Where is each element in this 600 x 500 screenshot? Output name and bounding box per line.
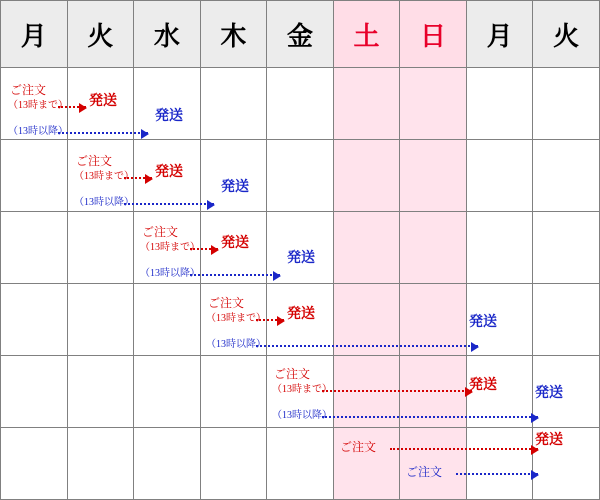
order-label-row6-sat: ご注文: [340, 440, 377, 454]
table-row: [1, 428, 600, 500]
order-label-row1: ご注文: [10, 83, 47, 97]
order-after13-row1: （13時以降）: [8, 126, 68, 137]
cell: [533, 284, 600, 356]
cell: [200, 140, 267, 212]
cell: [67, 284, 134, 356]
weekday-header-mon-2: 月: [466, 1, 533, 68]
cell: [466, 140, 533, 212]
cell: [533, 140, 600, 212]
ship-label-row2-before13: 発送: [155, 165, 183, 180]
weekday-header-mon-1: 月: [1, 1, 68, 68]
cell-saturday: [333, 212, 400, 284]
weekday-header-wed: 水: [134, 1, 201, 68]
cell-sunday: [400, 212, 467, 284]
order-label-row4: ご注文: [208, 296, 245, 310]
table-row: [1, 356, 600, 428]
weekday-header-tue-2: 火: [533, 1, 600, 68]
ship-label-row6-sat: 発送: [535, 433, 563, 448]
cell-sunday: [400, 140, 467, 212]
weekday-header-thu: 木: [200, 1, 267, 68]
order-before13-row4: （13時まで）: [206, 313, 266, 324]
ship-label-row3-before13: 発送: [221, 236, 249, 251]
cell: [533, 68, 600, 140]
cell: [267, 356, 334, 428]
ship-label-row5-before13: 発送: [469, 378, 497, 393]
cell: [267, 212, 334, 284]
order-after13-row4: （13時以降）: [206, 339, 266, 350]
cell: [466, 356, 533, 428]
order-before13-row3: （13時まで）: [140, 242, 200, 253]
cell: [134, 140, 201, 212]
cell: [533, 212, 600, 284]
order-after13-row5: （13時以降）: [272, 410, 332, 421]
cell: [466, 212, 533, 284]
table-row: [1, 284, 600, 356]
cell: [200, 284, 267, 356]
table-row: [1, 212, 600, 284]
order-label-row5: ご注文: [274, 367, 311, 381]
cell-saturday: [333, 356, 400, 428]
cell: [267, 140, 334, 212]
cell: [1, 140, 68, 212]
order-before13-row2: （13時まで）: [74, 171, 134, 182]
cell: [134, 212, 201, 284]
cell: [466, 284, 533, 356]
cell: [134, 68, 201, 140]
cell-sunday: [400, 68, 467, 140]
ship-label-row1-after13: 発送: [155, 109, 183, 124]
cell-sunday: [400, 284, 467, 356]
order-label-row6-sun: ご注文: [406, 465, 443, 479]
cell: [1, 428, 68, 500]
cell: [267, 68, 334, 140]
ship-label-row3-after13: 発送: [287, 251, 315, 266]
cell: [1, 68, 68, 140]
ship-label-row4-before13: 発送: [287, 307, 315, 322]
cell: [134, 428, 201, 500]
weekday-header-sun: 日: [400, 1, 467, 68]
cell: [67, 356, 134, 428]
weekday-header-row: [1, 1, 600, 68]
cell: [67, 68, 134, 140]
cell: [466, 428, 533, 500]
order-before13-row5: （13時まで）: [272, 384, 332, 395]
cell: [200, 356, 267, 428]
order-label-row3: ご注文: [142, 225, 179, 239]
cell-saturday: [333, 284, 400, 356]
table-row: [1, 140, 600, 212]
order-after13-row2: （13時以降）: [74, 197, 134, 208]
cell: [200, 68, 267, 140]
cell-saturday: [333, 68, 400, 140]
schedule-body: [1, 68, 600, 500]
weekday-header-fri: 金: [267, 1, 334, 68]
order-label-row2: ご注文: [76, 154, 113, 168]
cell: [200, 212, 267, 284]
ship-label-row4-after13: 発送: [469, 315, 497, 330]
cell: [1, 284, 68, 356]
ship-label-row1-before13: 発送: [89, 94, 117, 109]
cell-saturday: [333, 140, 400, 212]
cell: [466, 68, 533, 140]
ship-label-row2-after13: 発送: [221, 180, 249, 195]
cell: [1, 212, 68, 284]
order-before13-row1: （13時まで）: [8, 100, 68, 111]
weekday-header-sat: 土: [333, 1, 400, 68]
cell: [67, 212, 134, 284]
order-after13-row3: （13時以降）: [140, 268, 200, 279]
cell: [67, 140, 134, 212]
weekday-header-tue-1: 火: [67, 1, 134, 68]
cell-sunday: [400, 356, 467, 428]
cell: [533, 356, 600, 428]
cell-sunday: [400, 428, 467, 500]
cell: [267, 428, 334, 500]
cell-saturday: [333, 428, 400, 500]
table-row: [1, 68, 600, 140]
cell: [267, 284, 334, 356]
ship-label-row5-after13: 発送: [535, 386, 563, 401]
cell: [1, 356, 68, 428]
cell: [134, 284, 201, 356]
cell: [533, 428, 600, 500]
cell: [67, 428, 134, 500]
cell: [200, 428, 267, 500]
cell: [134, 356, 201, 428]
